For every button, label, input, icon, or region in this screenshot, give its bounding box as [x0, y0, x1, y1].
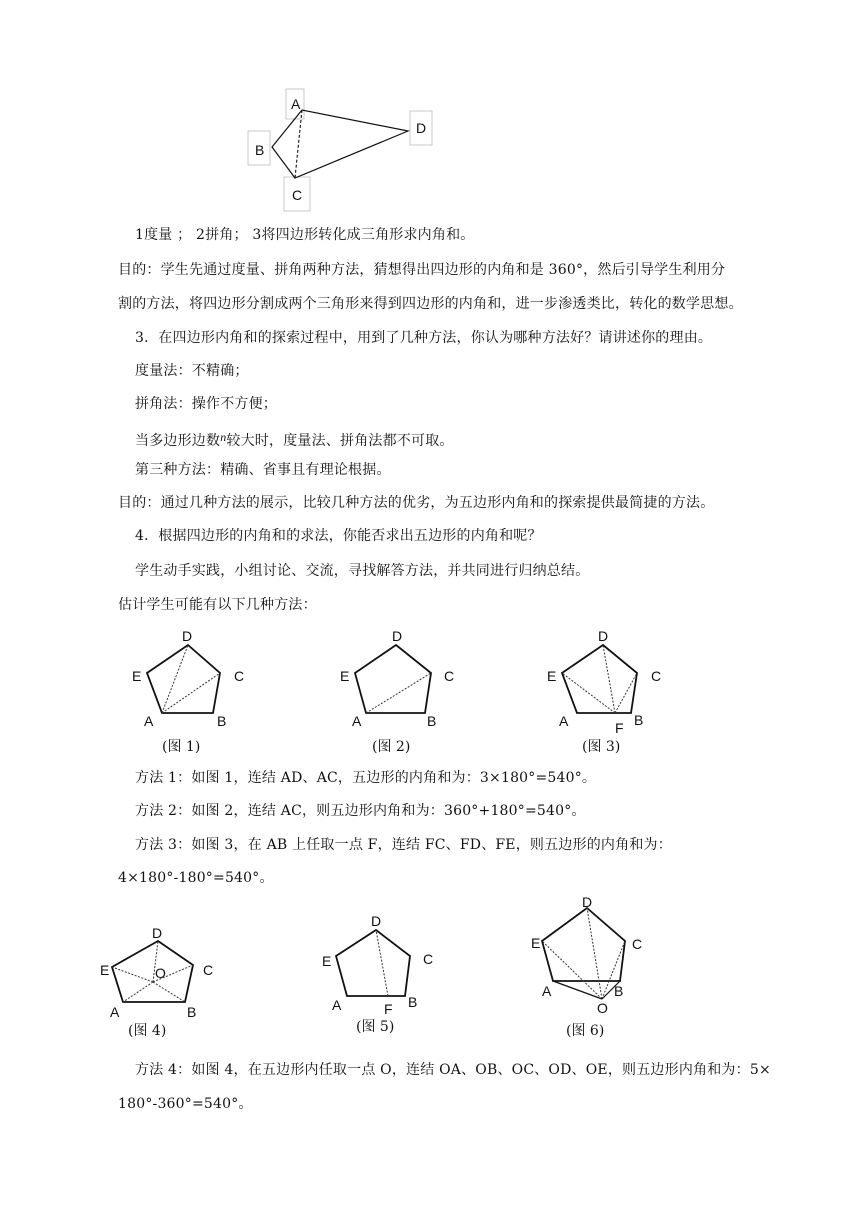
practice-line: 学生动手实践，小组讨论、交流，寻找解答方法，并共同进行归纳总结。 [135, 563, 590, 579]
method-1: 方法 1：如图 1，连结 AD、AC，五边形的内角和为：3×180°=540°。 [135, 770, 597, 786]
purpose-1-line-2: 割的方法，将四边形分割成两个三角形来得到四边形的内角和，进一步渗透类比，转化的数学思想。 [118, 296, 743, 312]
point-label-f: F [384, 1001, 393, 1017]
vertex-label-e: E [322, 953, 332, 969]
vertex-label-c: C [444, 668, 455, 684]
large-n-post: 较大时，度量法、拼角法都不可取。 [226, 433, 454, 449]
vertex-label-d: D [416, 120, 427, 136]
diagonal-ac [162, 673, 220, 713]
vertex-label-c: C [632, 936, 643, 952]
vertex-label-e: E [547, 668, 557, 684]
pentagon-outline [112, 941, 193, 1002]
segment-fd [603, 645, 615, 713]
method-2: 方法 2：如图 2，连结 AC，则五边形内角和为：360°+180°=540°。 [135, 803, 586, 819]
quadrilateral-figure [240, 85, 440, 215]
large-n-line [135, 427, 454, 451]
vertex-label-d: D [152, 925, 163, 941]
center-label-o: O [155, 965, 166, 981]
vertex-label-a: A [332, 997, 342, 1013]
pentagon-figure-3 [545, 625, 685, 735]
vertex-label-d: D [392, 628, 403, 644]
vertex-label-a: A [110, 1004, 120, 1020]
point-label-o: O [597, 1000, 608, 1016]
vertex-label-b: B [255, 142, 265, 158]
purpose-1-line-1: 目的：学生先通过度量、拼角两种方法，猜想得出四边形的内角和是 360°，然后引导学生利用分 [118, 262, 726, 278]
method-3-formula: 4×180°-180°=540°。 [118, 870, 274, 886]
segments-from-o [542, 908, 625, 999]
question-4: 4．根据四边形的内角和的求法，你能否求出五边形的内角和呢？ [135, 528, 542, 544]
vertex-label-d: D [582, 894, 593, 910]
segments-from-o [112, 941, 193, 1002]
pentagon-figure-5 [320, 910, 450, 1020]
pentagon-figure-1 [130, 625, 270, 729]
pentagon-outline [147, 645, 220, 713]
vertex-label-d: D [371, 913, 382, 929]
diagonal-ac [366, 673, 431, 713]
method-3: 方法 3：如图 3，在 AB 上任取一点 F，连结 FC、FD、FE，则五边形的内角和为： [135, 837, 672, 853]
vertex-label-a: A [144, 713, 154, 729]
variable-n: n [220, 430, 227, 444]
question-3: 3．在四边形内角和的探索过程中，用到了几种方法，你认为哪种方法好？请讲述你的理由。 [135, 330, 713, 346]
pentagon-figure-6 [530, 895, 670, 1015]
segment-fd [376, 930, 388, 996]
vertex-label-e: E [531, 935, 541, 951]
pentagon-outline [542, 908, 625, 981]
figure-3-caption: (图 3) [582, 739, 621, 755]
estimate-line: 估计学生可能有以下几种方法： [118, 597, 317, 613]
vertex-label-b: B [217, 713, 227, 729]
methods-line: 1度量 ； 2拼角； 3将四边形转化成三角形求内角和。 [135, 227, 475, 243]
vertex-label-c: C [234, 668, 245, 684]
third-method: 第三种方法：精确、省事且有理论根据。 [135, 462, 391, 478]
pentagon-outline [355, 645, 431, 713]
point-label-f: F [615, 720, 624, 736]
pentagon-figure-4 [98, 920, 218, 1030]
vertex-label-e: E [340, 668, 350, 684]
vertex-label-a: A [559, 713, 569, 729]
figure-4-caption: (图 4) [128, 1023, 167, 1039]
method-4-line-1: 方法 4：如图 4，在五边形内任取一点 O，连结 OA、OB、OC、OD、OE，则五边形内角和为：5× [135, 1062, 771, 1078]
method-4-line-2: 180°-360°=540°。 [118, 1096, 253, 1112]
pentagon-outline [562, 645, 637, 713]
vertex-label-b: B [614, 983, 624, 999]
vertex-label-e: E [132, 668, 142, 684]
diagonal-ad [162, 645, 188, 713]
vertex-label-c: C [423, 951, 434, 967]
figure-6-caption: (图 6) [566, 1023, 605, 1039]
vertex-label-e: E [100, 962, 110, 978]
vertex-label-b: B [427, 713, 437, 729]
vertex-label-b: B [634, 712, 644, 728]
vertex-label-a: A [291, 96, 301, 112]
vertex-label-b: B [408, 994, 418, 1010]
measure-method: 度量法：不精确； [135, 363, 249, 379]
purpose-2: 目的：通过几种方法的展示，比较几种方法的优劣，为五边形内角和的探索提供最简捷的方法。 [118, 495, 715, 511]
vertex-label-a: A [542, 983, 552, 999]
large-n-pre: 当多边形边数 [135, 433, 221, 449]
assemble-method: 拼角法：操作不方便； [135, 396, 277, 412]
pentagon-figure-2 [338, 625, 478, 729]
vertex-label-c: C [203, 962, 214, 978]
figure-5-caption: (图 5) [356, 1019, 395, 1035]
vertex-label-d: D [598, 628, 609, 644]
figure-1-caption: (图 1) [162, 739, 201, 755]
figure-2-caption: (图 2) [372, 739, 411, 755]
vertex-label-c: C [292, 187, 303, 203]
vertex-label-b: B [187, 1004, 197, 1020]
segment-oa [553, 981, 602, 999]
quadrilateral-outline [272, 110, 408, 178]
vertex-label-a: A [352, 713, 362, 729]
diagonal-ac [295, 110, 302, 178]
pentagon-outline [336, 930, 410, 996]
vertex-label-c: C [651, 668, 662, 684]
vertex-label-d: D [182, 628, 193, 644]
